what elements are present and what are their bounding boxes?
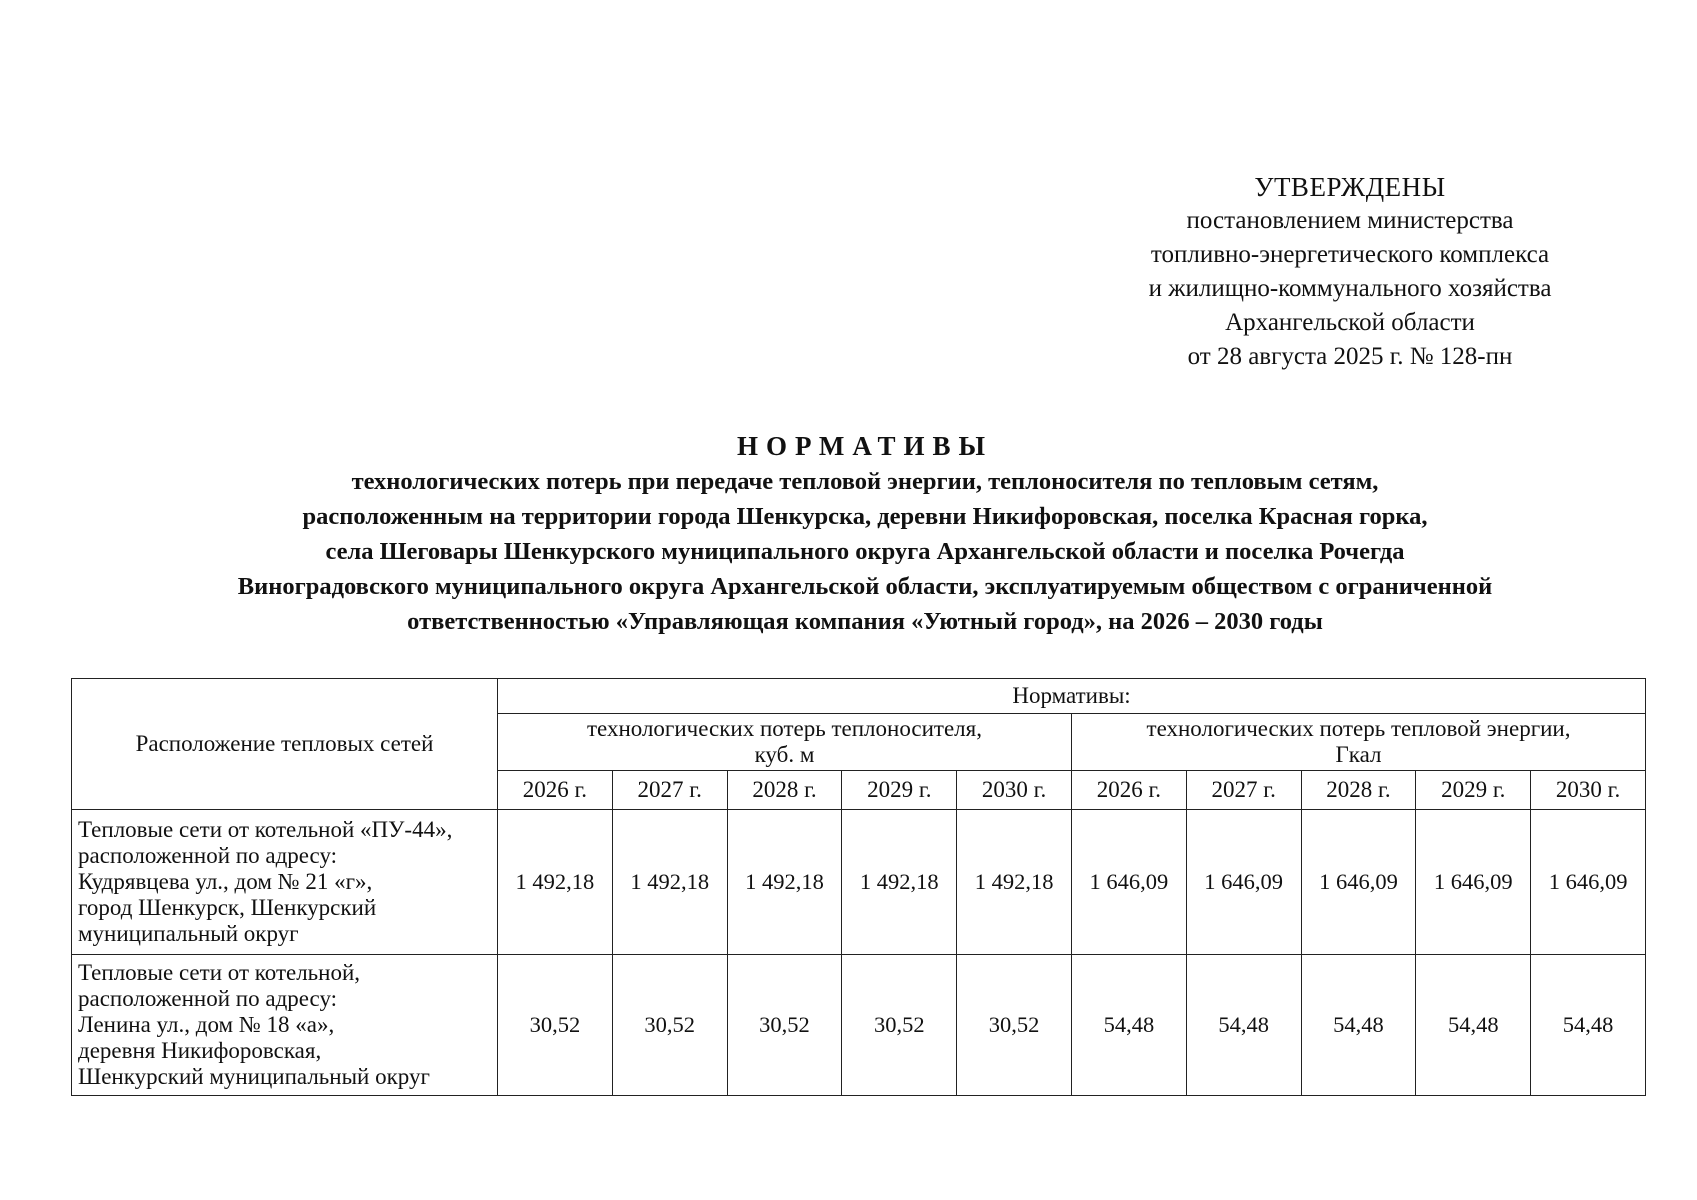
coolant-value-2029: 1 492,18 xyxy=(842,810,957,955)
year-header-heat-2029: 2029 г. xyxy=(1416,771,1531,810)
heat-value-2026: 54,48 xyxy=(1071,955,1186,1096)
heat-losses-header xyxy=(1071,714,1645,771)
location-cell xyxy=(72,955,498,1096)
approval-line-5: Архангельской области xyxy=(1225,309,1475,336)
coolant-value-2027: 1 492,18 xyxy=(612,810,727,955)
coolant-losses-header xyxy=(498,714,1072,771)
title-line-3: села Шеговары Шенкурского муниципального округа Архангельской области и поселка Рочегда xyxy=(325,538,1405,565)
heat-value-2028: 54,48 xyxy=(1301,955,1416,1096)
title-heading: НОРМАТИВЫ xyxy=(736,431,994,461)
coolant-value-2030: 1 492,18 xyxy=(957,810,1072,955)
coolant-value-2029: 30,52 xyxy=(842,955,957,1096)
title-line-2: расположенным на территории города Шенкурска, деревни Никифоровская, поселка Красная горка, xyxy=(302,503,1428,530)
location-column-header: Расположение тепловых сетей xyxy=(72,679,498,810)
title-line-5: ответственностью «Управляющая компания «Уютный город», на 2026 – 2030 годы xyxy=(407,608,1323,635)
year-header-heat-2026: 2026 г. xyxy=(1071,771,1186,810)
heat-value-2030: 54,48 xyxy=(1531,955,1646,1096)
heat-header-line-1: технологических потерь тепловой энергии, xyxy=(1146,716,1571,741)
location-line: расположенной по адресу: xyxy=(78,843,338,868)
approved-label: УТВЕРЖДЕНЫ xyxy=(1254,172,1446,202)
coolant-value-2030: 30,52 xyxy=(957,955,1072,1096)
title-line-1: технологических потерь при передаче тепловой энергии, теплоносителя по тепловым сетям, xyxy=(351,468,1379,495)
document-title xyxy=(90,428,1640,639)
heat-value-2029: 1 646,09 xyxy=(1416,810,1531,955)
year-header-coolant-2027: 2027 г. xyxy=(612,771,727,810)
location-line: Тепловые сети от котельной «ПУ-44», xyxy=(78,817,453,842)
coolant-value-2028: 1 492,18 xyxy=(727,810,842,955)
norms-header: Нормативы: xyxy=(498,679,1646,714)
table-row xyxy=(72,955,1646,1096)
year-header-heat-2027: 2027 г. xyxy=(1186,771,1301,810)
coolant-value-2026: 30,52 xyxy=(498,955,613,1096)
year-header-coolant-2026: 2026 г. xyxy=(498,771,613,810)
approval-line-3: топливно-энергетического комплекса xyxy=(1150,241,1550,268)
year-header-heat-2028: 2028 г. xyxy=(1301,771,1416,810)
coolant-value-2027: 30,52 xyxy=(612,955,727,1096)
table-row xyxy=(72,810,1646,955)
location-line: Тепловые сети от котельной, xyxy=(78,960,361,985)
heat-value-2026: 1 646,09 xyxy=(1071,810,1186,955)
year-header-coolant-2030: 2030 г. xyxy=(957,771,1072,810)
heat-value-2028: 1 646,09 xyxy=(1301,810,1416,955)
location-line: Шенкурский муниципальный округ xyxy=(78,1064,430,1089)
year-header-coolant-2029: 2029 г. xyxy=(842,771,957,810)
heat-value-2030: 1 646,09 xyxy=(1531,810,1646,955)
heat-value-2027: 54,48 xyxy=(1186,955,1301,1096)
location-line: расположенной по адресу: xyxy=(78,986,338,1011)
coolant-header-line-1: технологических потерь теплоносителя, xyxy=(586,716,982,741)
location-line: Кудрявцева ул., дом № 21 «г», xyxy=(78,869,373,894)
heat-value-2029: 54,48 xyxy=(1416,955,1531,1096)
approval-date-number: от 28 августа 2025 г. № 128-пн xyxy=(1187,343,1513,370)
location-cell xyxy=(72,810,498,955)
norms-table xyxy=(71,678,1646,1096)
location-line: муниципальный округ xyxy=(78,921,299,946)
approval-line-4: и жилищно-коммунального хозяйства xyxy=(1148,275,1552,302)
approval-block xyxy=(1100,170,1600,374)
title-line-4: Виноградовского муниципального округа Архангельской области, эксплуатируемым обществом с ограниченной xyxy=(237,573,1493,600)
heat-value-2027: 1 646,09 xyxy=(1186,810,1301,955)
location-line: город Шенкурск, Шенкурский xyxy=(78,895,377,920)
coolant-header-unit: куб. м xyxy=(754,742,815,767)
location-line: деревня Никифоровская, xyxy=(78,1038,322,1063)
approval-line-2: постановлением министерства xyxy=(1186,207,1514,234)
coolant-value-2028: 30,52 xyxy=(727,955,842,1096)
year-header-heat-2030: 2030 г. xyxy=(1531,771,1646,810)
year-header-coolant-2028: 2028 г. xyxy=(727,771,842,810)
coolant-value-2026: 1 492,18 xyxy=(498,810,613,955)
location-line: Ленина ул., дом № 18 «а», xyxy=(78,1012,335,1037)
heat-header-unit: Гкал xyxy=(1335,742,1382,767)
